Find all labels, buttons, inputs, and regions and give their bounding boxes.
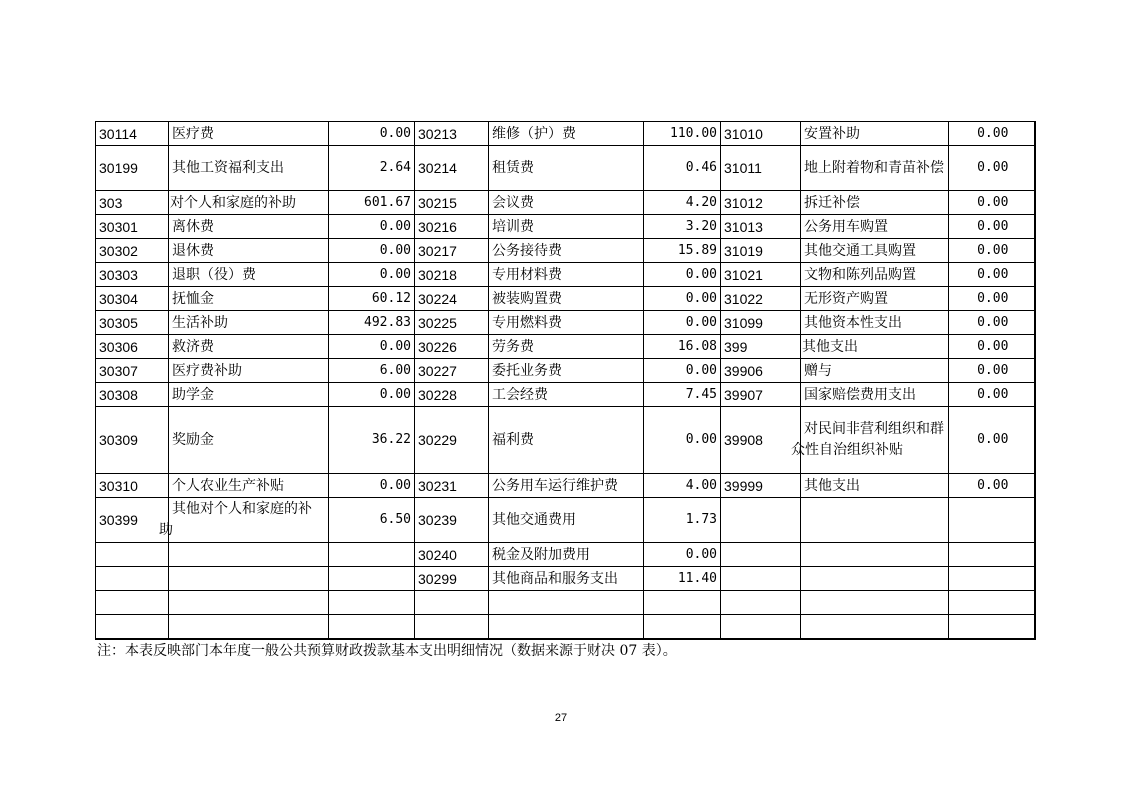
table-cell: 30213 xyxy=(415,122,489,146)
table-cell: 31021 xyxy=(721,263,801,287)
table-cell: 0.00 xyxy=(329,474,415,498)
table-cell: 0.00 xyxy=(949,407,1035,474)
table-cell: 0.00 xyxy=(329,122,415,146)
table-cell: 专用燃料费 xyxy=(489,311,644,335)
table-cell: 0.00 xyxy=(949,474,1035,498)
table-cell xyxy=(721,591,801,615)
table-cell: 4.00 xyxy=(644,474,721,498)
table-cell: 0.00 xyxy=(949,239,1035,263)
table-cell xyxy=(169,567,329,591)
table-cell: 离休费 xyxy=(169,215,329,239)
table-cell: 助学金 xyxy=(169,383,329,407)
table-cell: 税金及附加费用 xyxy=(489,543,644,567)
table-cell: 公务接待费 xyxy=(489,239,644,263)
table-cell: 其他资本性支出 xyxy=(801,311,949,335)
table-cell: 救济费 xyxy=(169,335,329,359)
table-cell: 303 xyxy=(96,191,169,215)
table-cell xyxy=(96,591,169,615)
table-cell xyxy=(644,591,721,615)
table-cell: 31099 xyxy=(721,311,801,335)
table-cell: 维修（护）费 xyxy=(489,122,644,146)
table-cell: 31010 xyxy=(721,122,801,146)
table-cell: 30114 xyxy=(96,122,169,146)
table-cell: 0.00 xyxy=(949,263,1035,287)
table-row xyxy=(96,122,1035,146)
table-row xyxy=(96,287,1035,311)
table-cell: 福利费 xyxy=(489,407,644,474)
table-footnote: 注：本表反映部门本年度一般公共预算财政拨款基本支出明细情况（数据来源于财决 07 表）。 xyxy=(97,643,677,659)
table-cell: 0.00 xyxy=(949,191,1035,215)
cell-text: 对民间非营利组织和群众性自治组织补贴 xyxy=(791,421,944,458)
table-cell: 0.00 xyxy=(949,287,1035,311)
cell-text: 其他对个人和家庭的补助 xyxy=(159,501,312,538)
table-cell: 30227 xyxy=(415,359,489,383)
table-cell: 0.00 xyxy=(329,383,415,407)
table-cell xyxy=(801,498,949,543)
table-cell xyxy=(721,567,801,591)
table-cell: 30229 xyxy=(415,407,489,474)
table-cell: 0.46 xyxy=(644,146,721,191)
table-cell: 公务用车购置 xyxy=(801,215,949,239)
table-cell: 30226 xyxy=(415,335,489,359)
table-cell: 租赁费 xyxy=(489,146,644,191)
table-cell: 0.00 xyxy=(644,359,721,383)
table-cell xyxy=(801,615,949,639)
table-cell: 399 xyxy=(721,335,801,359)
table-cell: 6.50 xyxy=(329,498,415,543)
table-cell xyxy=(949,591,1035,615)
table-cell: 30301 xyxy=(96,215,169,239)
table-cell: 30308 xyxy=(96,383,169,407)
table-cell: 3.20 xyxy=(644,215,721,239)
table-cell xyxy=(644,615,721,639)
table-cell: 0.00 xyxy=(329,335,415,359)
table-cell: 30228 xyxy=(415,383,489,407)
table-cell xyxy=(949,543,1035,567)
table-cell: 会议费 xyxy=(489,191,644,215)
table-cell: 4.20 xyxy=(644,191,721,215)
table-cell xyxy=(169,615,329,639)
table-cell: 拆迁补偿 xyxy=(801,191,949,215)
table-cell: 培训费 xyxy=(489,215,644,239)
table-cell: 30399 xyxy=(96,498,169,543)
table-row xyxy=(96,146,1035,191)
table-cell: 31012 xyxy=(721,191,801,215)
table-cell: 30240 xyxy=(415,543,489,567)
table-cell xyxy=(721,498,801,543)
table-cell: 15.89 xyxy=(644,239,721,263)
table-cell: 赠与 xyxy=(801,359,949,383)
table-cell: 492.83 xyxy=(329,311,415,335)
table-cell xyxy=(489,591,644,615)
table-cell: 30215 xyxy=(415,191,489,215)
table-row xyxy=(96,239,1035,263)
table-cell: 抚恤金 xyxy=(169,287,329,311)
table-cell: 11.40 xyxy=(644,567,721,591)
table-cell: 31019 xyxy=(721,239,801,263)
table-cell: 0.00 xyxy=(644,287,721,311)
table-cell: 0.00 xyxy=(644,543,721,567)
table-cell: 0.00 xyxy=(949,146,1035,191)
table-cell xyxy=(949,498,1035,543)
table-cell: 生活补助 xyxy=(169,311,329,335)
table-row xyxy=(96,615,1035,639)
table-cell xyxy=(721,615,801,639)
table-cell xyxy=(801,146,949,191)
table-cell: 文物和陈列品购置 xyxy=(801,263,949,287)
table-cell xyxy=(721,543,801,567)
table-cell: 30218 xyxy=(415,263,489,287)
table-cell: 0.00 xyxy=(949,215,1035,239)
table-row xyxy=(96,543,1035,567)
table-row xyxy=(96,311,1035,335)
table-cell: 被装购置费 xyxy=(489,287,644,311)
table-cell: 退职（役）费 xyxy=(169,263,329,287)
table-cell: 30310 xyxy=(96,474,169,498)
table-cell: 30306 xyxy=(96,335,169,359)
table-cell: 0.00 xyxy=(644,263,721,287)
table-row xyxy=(96,567,1035,591)
table-cell: 其他工资福利支出 xyxy=(169,146,329,191)
table-row xyxy=(96,498,1035,543)
table-cell xyxy=(96,543,169,567)
table-cell: 30224 xyxy=(415,287,489,311)
table-cell: 其他交通工具购置 xyxy=(801,239,949,263)
table-cell xyxy=(159,498,329,543)
page-number: 27 xyxy=(554,712,568,724)
table-cell xyxy=(791,407,949,474)
table-cell: 7.45 xyxy=(644,383,721,407)
table-cell xyxy=(169,591,329,615)
table-cell: 30307 xyxy=(96,359,169,383)
table-cell xyxy=(801,543,949,567)
table-cell: 其他交通费用 xyxy=(489,498,644,543)
table-cell: 30216 xyxy=(415,215,489,239)
budget-expense-table xyxy=(95,121,1036,640)
table-cell: 0.00 xyxy=(949,122,1035,146)
table-cell: 劳务费 xyxy=(489,335,644,359)
table-cell xyxy=(329,567,415,591)
table-cell: 30302 xyxy=(96,239,169,263)
table-cell: 30199 xyxy=(96,146,169,191)
table-cell: 国家赔偿费用支出 xyxy=(801,383,949,407)
table-cell: 31013 xyxy=(721,215,801,239)
table-cell: 0.00 xyxy=(644,311,721,335)
table-cell: 60.12 xyxy=(329,287,415,311)
table-cell xyxy=(949,567,1035,591)
table-row xyxy=(96,383,1035,407)
table-cell: 0.00 xyxy=(329,215,415,239)
table-cell: 36.22 xyxy=(329,407,415,474)
table-cell xyxy=(489,615,644,639)
table-cell: 其他商品和服务支出 xyxy=(489,567,644,591)
table-cell: 30309 xyxy=(96,407,169,474)
table-row xyxy=(96,335,1035,359)
table-row xyxy=(96,474,1035,498)
table-cell: 0.00 xyxy=(329,239,415,263)
table-cell: 30239 xyxy=(415,498,489,543)
table-cell: 6.00 xyxy=(329,359,415,383)
table-cell: 0.00 xyxy=(949,383,1035,407)
table-cell: 30299 xyxy=(415,567,489,591)
table-cell: 39906 xyxy=(721,359,801,383)
table-cell: 39907 xyxy=(721,383,801,407)
table-cell: 30217 xyxy=(415,239,489,263)
table-cell: 无形资产购置 xyxy=(801,287,949,311)
cell-text: 地上附着物和青苗补偿 xyxy=(804,159,944,176)
table-cell: 30231 xyxy=(415,474,489,498)
table-row xyxy=(96,359,1035,383)
table-row xyxy=(96,191,1035,215)
table-cell: 专用材料费 xyxy=(489,263,644,287)
table-cell: 30304 xyxy=(96,287,169,311)
table-cell xyxy=(415,591,489,615)
table-cell: 0.00 xyxy=(329,263,415,287)
table-cell xyxy=(96,615,169,639)
table-cell: 39999 xyxy=(721,474,801,498)
table-cell: 对个人和家庭的补助 xyxy=(169,191,329,215)
table-cell: 委托业务费 xyxy=(489,359,644,383)
table-cell: 0.00 xyxy=(949,311,1035,335)
table-cell: 39908 xyxy=(721,407,801,474)
table-cell: 1.73 xyxy=(644,498,721,543)
table-cell: 退休费 xyxy=(169,239,329,263)
table-cell: 0.00 xyxy=(644,407,721,474)
table-cell: 601.67 xyxy=(329,191,415,215)
table-cell: 公务用车运行维护费 xyxy=(489,474,644,498)
table-cell xyxy=(169,543,329,567)
table-cell xyxy=(329,615,415,639)
table-cell xyxy=(415,615,489,639)
table-cell: 2.64 xyxy=(329,146,415,191)
table-row xyxy=(96,215,1035,239)
table-cell: 30225 xyxy=(415,311,489,335)
table-cell: 30303 xyxy=(96,263,169,287)
table-row xyxy=(96,591,1035,615)
table-cell: 110.00 xyxy=(644,122,721,146)
table-cell: 30305 xyxy=(96,311,169,335)
table-row xyxy=(96,407,1035,474)
table-cell: 16.08 xyxy=(644,335,721,359)
table-cell: 奖励金 xyxy=(169,407,329,474)
table-cell: 30214 xyxy=(415,146,489,191)
table-cell xyxy=(801,591,949,615)
table-cell: 其他支出 xyxy=(801,474,949,498)
table-cell xyxy=(329,591,415,615)
table-cell: 31011 xyxy=(721,146,801,191)
table-cell: 医疗费补助 xyxy=(169,359,329,383)
table-cell: 个人农业生产补贴 xyxy=(169,474,329,498)
table-cell: 其他支出 xyxy=(801,335,949,359)
table-cell: 31022 xyxy=(721,287,801,311)
table-cell xyxy=(96,567,169,591)
table-cell xyxy=(329,543,415,567)
table-cell: 0.00 xyxy=(949,359,1035,383)
table-cell: 0.00 xyxy=(949,335,1035,359)
table-cell xyxy=(801,567,949,591)
table-cell: 医疗费 xyxy=(169,122,329,146)
table-cell xyxy=(949,615,1035,639)
table-cell: 安置补助 xyxy=(801,122,949,146)
table-row xyxy=(96,263,1035,287)
table-cell: 工会经费 xyxy=(489,383,644,407)
